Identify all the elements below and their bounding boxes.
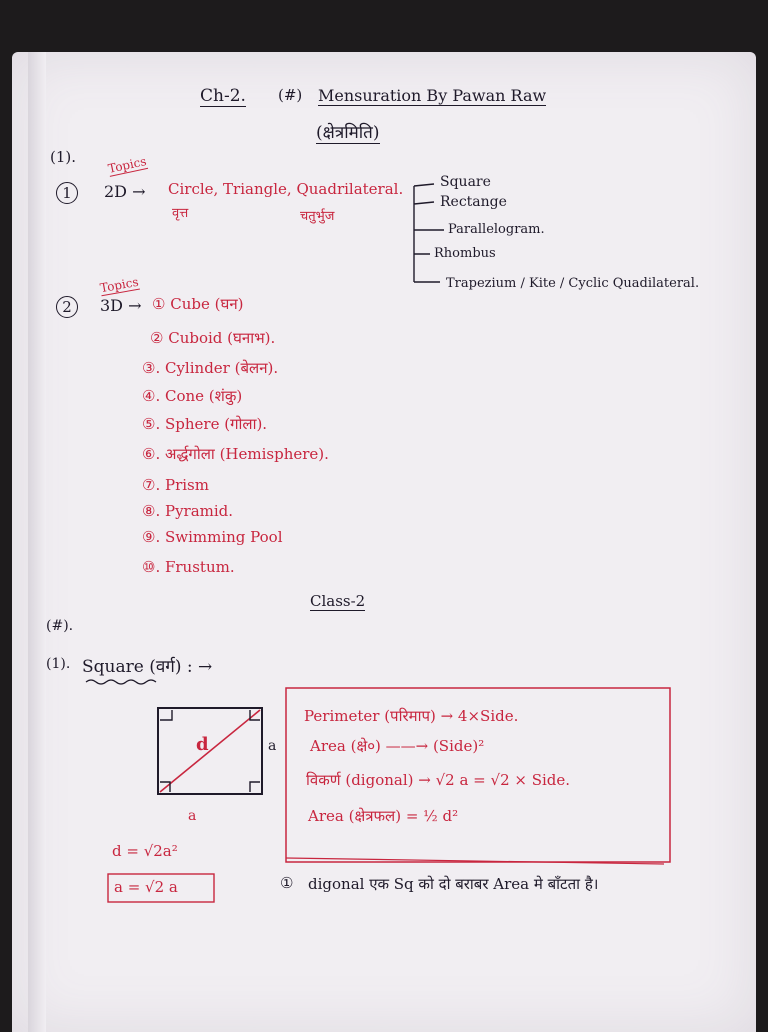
quad-type-rhombus: Rhombus <box>434 246 496 261</box>
solid-item: ⑤. Sphere (गोला). <box>142 415 268 433</box>
side-label-right: a <box>268 738 277 754</box>
d-formula: d = √2a² <box>112 842 178 860</box>
square-title: Square (वर्ग) : → <box>82 657 213 677</box>
topics-label-3d: Topics <box>98 274 140 296</box>
solid-item: ⑨. Swimming Pool <box>142 528 283 546</box>
solid-item: ⑩. Frustum. <box>142 558 235 576</box>
solid-item: ⑦. Prism <box>142 476 209 494</box>
solid-item: ① Cube (घन) <box>152 295 244 313</box>
quad-hindi: चतुर्भुज <box>300 209 335 224</box>
solid-item: ② Cuboid (घनाभ). <box>150 329 276 347</box>
heading-mark: (#) <box>278 86 303 104</box>
page-title: Mensuration By Pawan Raw <box>318 86 547 105</box>
formula-area-diag: Area (क्षेत्रफल) = ½ d² <box>308 807 459 825</box>
twod-shapes: Circle, Triangle, Quadrilateral. <box>168 180 404 198</box>
solid-item: ④. Cone (शंकु) <box>142 387 243 405</box>
circle-hindi: वृत्त <box>172 206 189 221</box>
square-number: (1). <box>46 656 71 672</box>
quad-type-square: Square <box>440 174 491 190</box>
side-label-bottom: a <box>188 808 197 824</box>
solid-item: ⑧. Pyramid. <box>142 502 234 520</box>
item-number: 1 <box>56 182 78 204</box>
formula-diagonal: विकर्ण (digonal) → √2 a = √2 × Side. <box>306 771 571 789</box>
diagonal-note: digonal एक Sq को दो बराबर Area मे बाँटता है। <box>308 875 599 893</box>
section-marker-2: (#). <box>46 618 74 634</box>
hindi-title: (क्षेत्रमिति) <box>316 120 380 144</box>
solid-item: ⑥. अर्द्धगोला (Hemisphere). <box>142 445 329 463</box>
threed-label: 3D → <box>100 296 142 315</box>
quad-type-parallelogram: Parallelogram. <box>448 222 545 237</box>
formula-perimeter: Perimeter (परिमाप) → 4×Side. <box>304 707 519 725</box>
twod-label: 2D → <box>104 182 146 201</box>
formula-area: Area (क्षे०) ——→ (Side)² <box>310 737 485 755</box>
chapter-label: Ch-2. <box>200 86 246 106</box>
item-number-3d: 2 <box>56 296 78 318</box>
topics-label: Topics <box>106 154 148 176</box>
note-number: ① <box>280 874 294 892</box>
quad-type-trapezium: Trapezium / Kite / Cyclic Quadilateral. <box>446 276 700 291</box>
solid-item: ③. Cylinder (बेलन). <box>142 359 279 377</box>
section-marker: (1). <box>50 148 77 166</box>
quad-type-rectangle: Rectange <box>440 194 507 210</box>
diagonal-label: d <box>196 734 209 755</box>
a-formula: a = √2 a <box>114 878 178 896</box>
class-heading: Class-2 <box>310 592 366 610</box>
